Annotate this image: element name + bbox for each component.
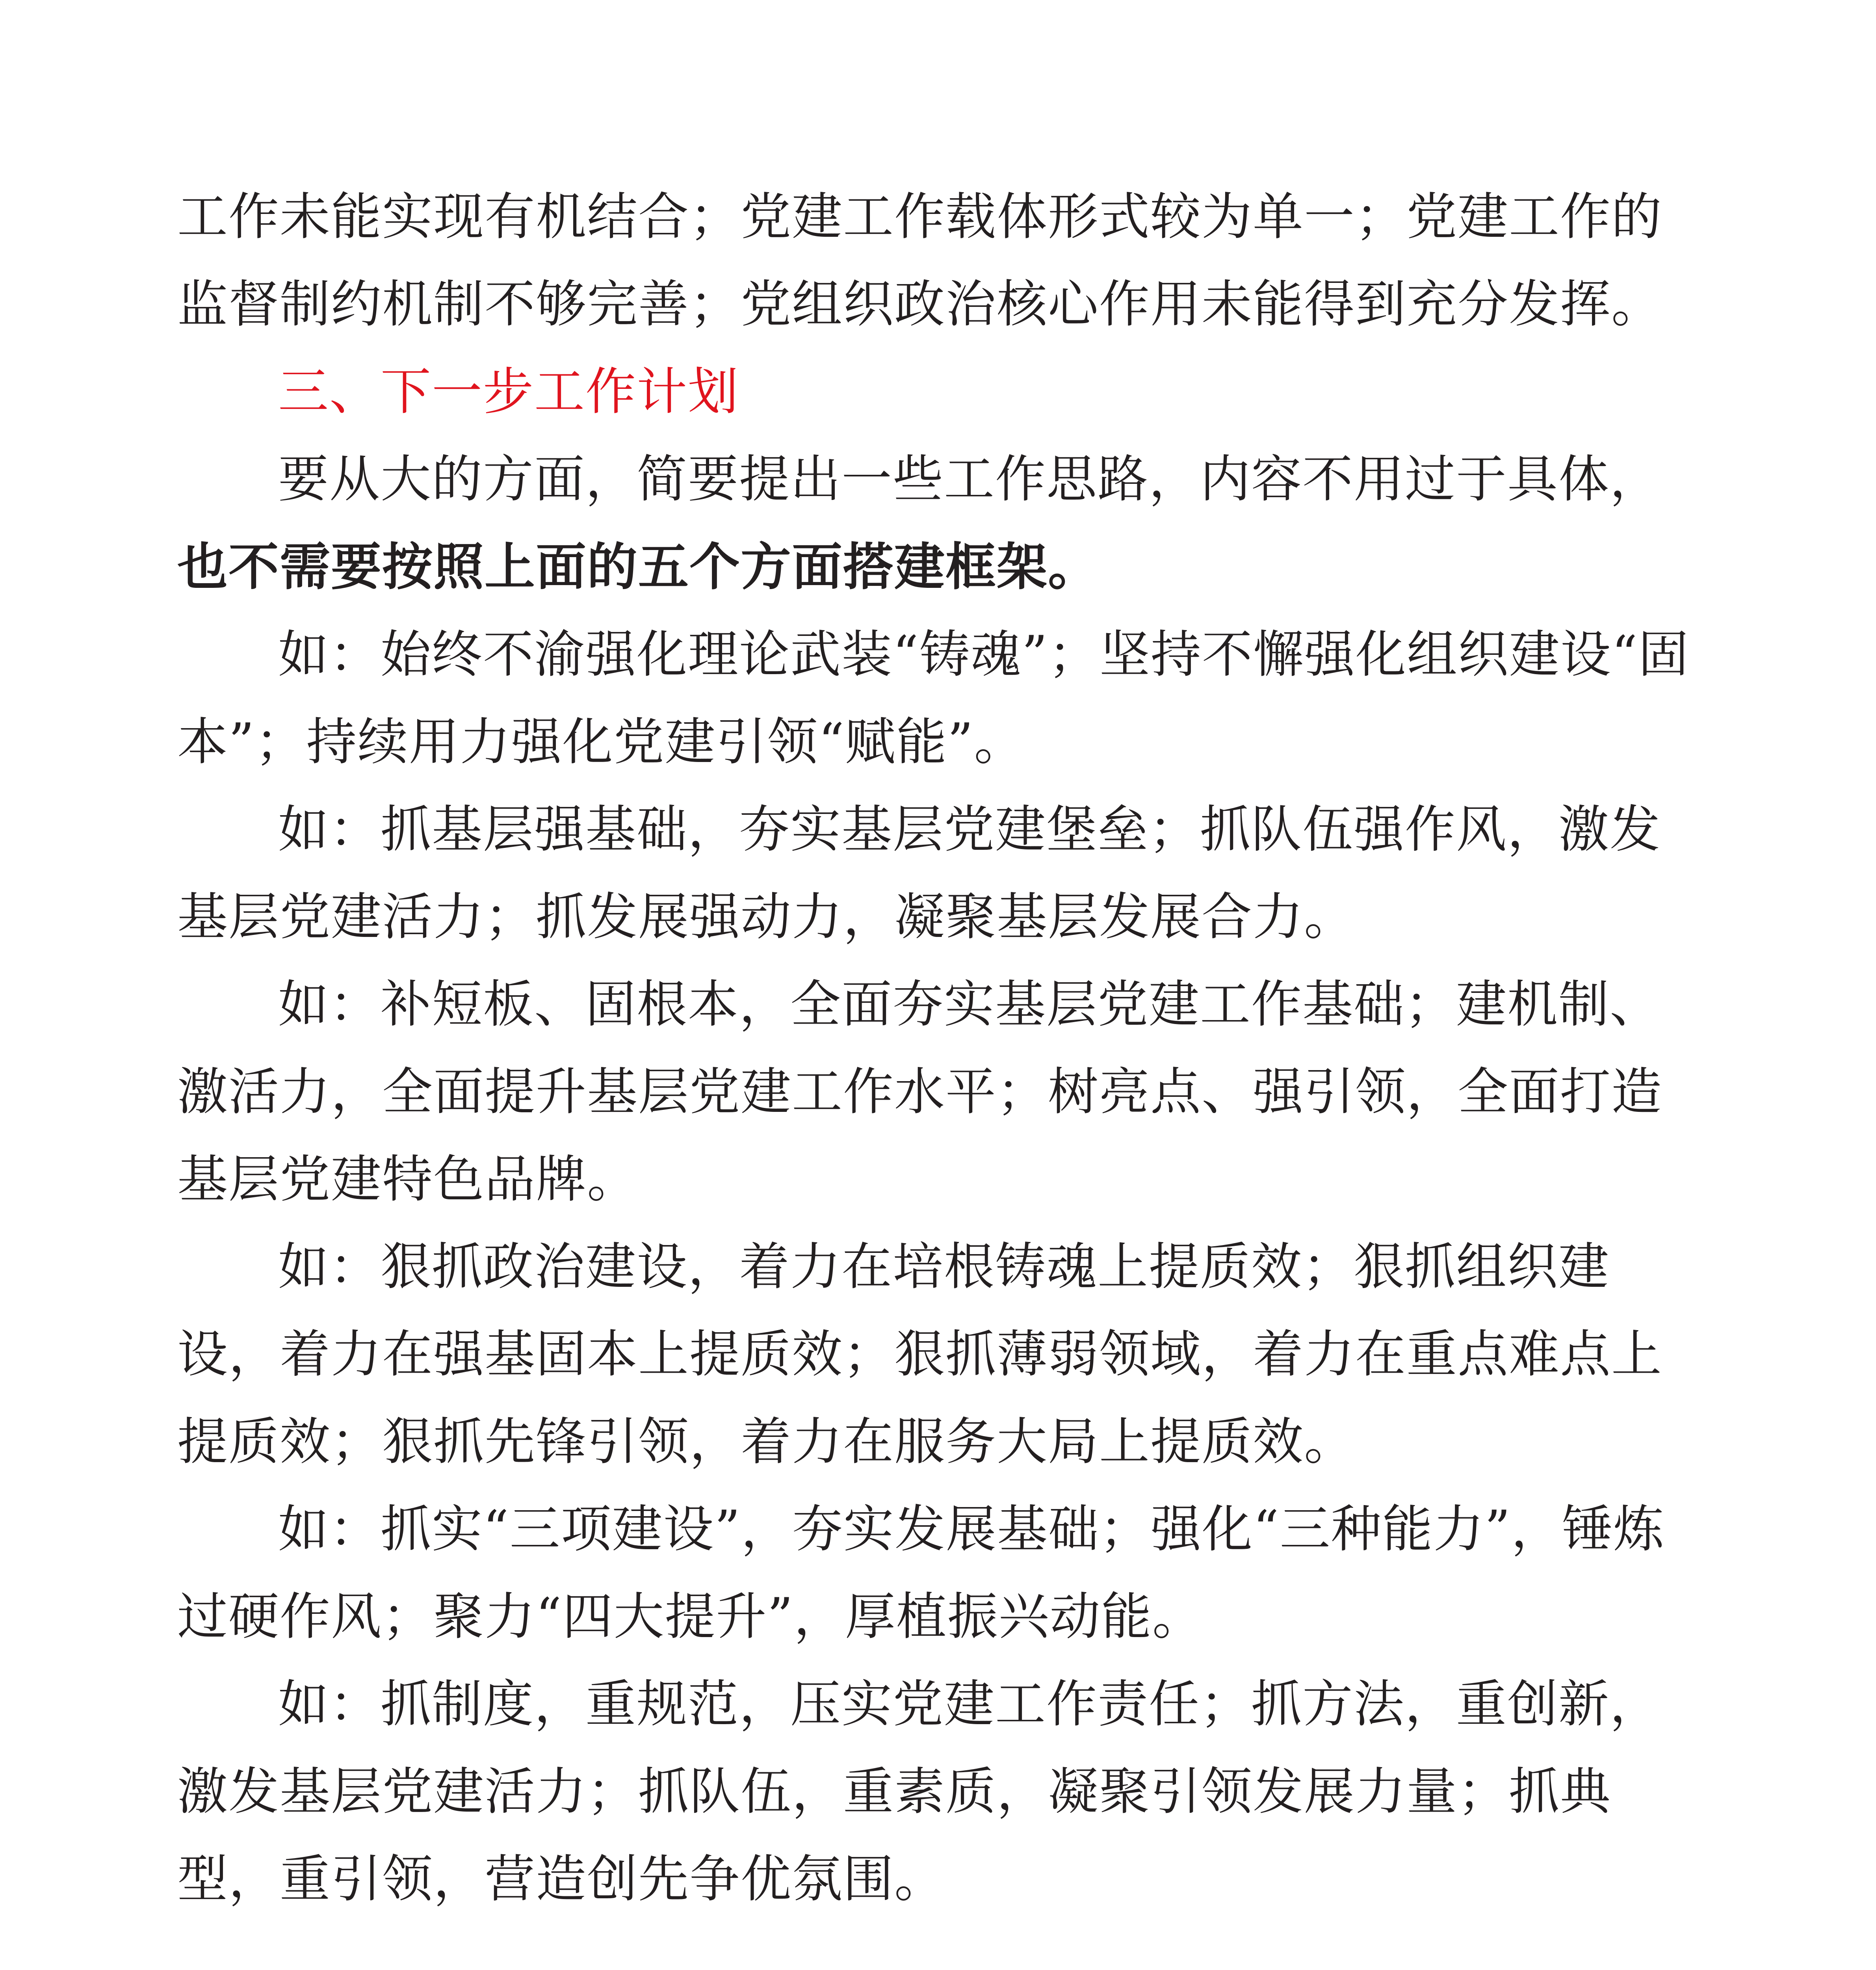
- example-paragraph-2: [177, 786, 1698, 961]
- document-body: [177, 173, 1698, 1923]
- instruction-text: 要从大的方面，简要提出一些工作思路，内容不用过于具体，: [278, 450, 1661, 509]
- example-label: 如：: [278, 800, 381, 859]
- example-text: 抓制度，重规范，压实党建工作责任；抓方法，重创新，激发基层党建活力；抓队伍，重素质，凝聚引领发展力量；抓典型，重引领，营造创先争优氛围。: [177, 1675, 1661, 1909]
- example-label: 如：: [278, 1675, 381, 1734]
- example-text: 始终不渝强化理论武装“铸魂”；坚持不懈强化组织建设“固本”；持续用力强化党建引领“赋能”。: [177, 625, 1690, 771]
- example-paragraph-3: [177, 961, 1698, 1223]
- example-text: 狠抓政治建设，着力在培根铸魂上提质效；狠抓组织建设，着力在强基固本上提质效；狠抓薄弱领域，着力在重点难点上提质效；狠抓先锋引领，着力在服务大局上提质效。: [177, 1238, 1663, 1471]
- example-text: 抓实“三项建设”，夯实发展基础；强化“三种能力”，锤炼过硬作风；聚力“四大提升”，厚植振兴动能。: [177, 1500, 1665, 1646]
- example-text: 补短板、固根本，全面夯实基层党建工作基础；建机制、激活力，全面提升基层党建工作水平；树亮点、强引领，全面打造基层党建特色品牌。: [177, 975, 1663, 1209]
- instruction-emphasis: 也不需要按照上面的五个方面搭建框架。: [177, 537, 1100, 597]
- example-paragraph-6: [177, 1661, 1698, 1923]
- example-label: 如：: [278, 1238, 381, 1296]
- example-paragraph-5: [177, 1486, 1698, 1661]
- paragraph-instruction: [177, 436, 1698, 611]
- paragraph-continuation: 工作未能实现有机结合；党建工作载体形式较为单一；党建工作的监督制约机制不够完善；党组织政治核心作用未能得到充分发挥。: [177, 188, 1663, 334]
- example-text: 抓基层强基础，夯实基层党建堡垒；抓队伍强作风，激发基层党建活力；抓发展强动力，凝聚基层发展合力。: [177, 800, 1661, 946]
- example-label: 如：: [278, 1500, 381, 1559]
- example-label: 如：: [278, 625, 381, 684]
- example-paragraph-1: [177, 611, 1698, 786]
- example-label: 如：: [278, 975, 381, 1034]
- example-paragraph-4: [177, 1223, 1698, 1486]
- section-heading: 三、下一步工作计划: [278, 362, 739, 421]
